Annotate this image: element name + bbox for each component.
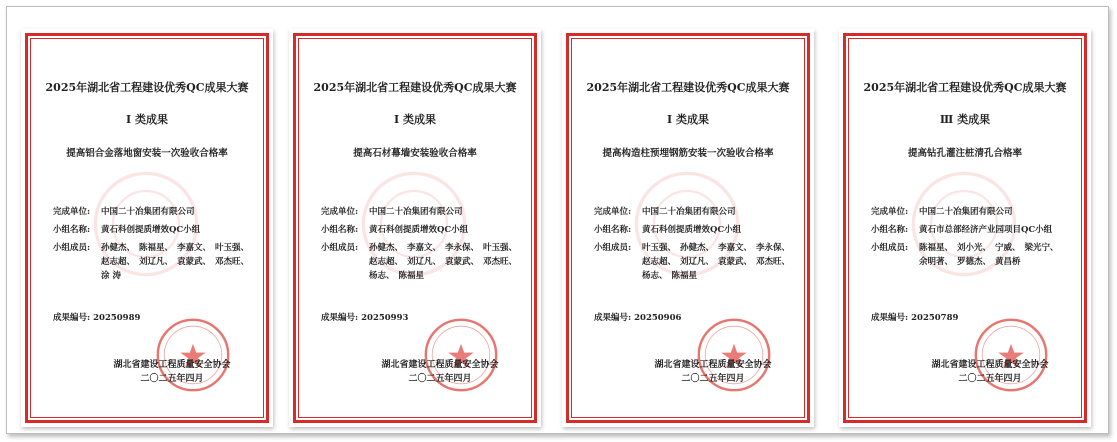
member-name: 邓杰旺、: [215, 257, 250, 267]
code-row: [53, 311, 140, 323]
members-row: [594, 241, 802, 283]
group-value: 黄石市总部经济产业园项目QC小组: [919, 225, 1053, 235]
member-name: 袁蒙武、: [177, 257, 212, 267]
category-label: Ⅰ 类成果: [667, 113, 709, 126]
unit-value: 中国二十冶集团有限公司: [101, 207, 195, 217]
code-label: 成果编号:: [53, 313, 91, 323]
issuer-name: 湖北省建设工程质量安全协会: [381, 360, 499, 370]
member-name: 陈福星、: [919, 243, 954, 253]
member-name: 李嘉文、: [407, 243, 442, 253]
unit-row: [321, 205, 463, 219]
member-name: 孙健杰、: [369, 243, 404, 253]
member-name: 陈福星、: [139, 243, 174, 253]
member-name: 袁蒙武、: [718, 257, 753, 267]
member-name: 邓杰旺、: [756, 257, 791, 267]
members-list: [369, 241, 529, 283]
member-name: 涂 涛: [101, 271, 121, 281]
issuer-name: 湖北省建设工程质量安全协会: [113, 360, 231, 370]
unit-row: [53, 205, 195, 219]
project-name: 提高钻孔灌注桩清孔合格率: [907, 148, 1022, 159]
group-row: [871, 223, 1052, 237]
certificate-2: [289, 29, 541, 427]
unit-row: [594, 205, 736, 219]
member-name: 赵志超、: [642, 257, 677, 267]
issuer-name: 湖北省建设工程质量安全协会: [654, 360, 772, 370]
project-name: 提高石材幕墙安装验收合格率: [353, 148, 477, 159]
member-name: 刘小光、: [957, 243, 992, 253]
member-name: 赵志超、: [369, 257, 404, 267]
members-label: 小组成员:: [871, 243, 909, 253]
member-name: 李永保、: [445, 243, 480, 253]
members-row: [321, 241, 529, 283]
issuer-name: 湖北省建设工程质量安全协会: [931, 360, 1049, 370]
certificate-4: [839, 29, 1091, 427]
issue-date: 二〇二五年四月: [408, 374, 472, 384]
member-name: 李永保、: [756, 243, 791, 253]
issue-date: 二〇二五年四月: [681, 374, 745, 384]
group-label: 小组名称:: [321, 225, 359, 235]
member-name: 赵志超、: [101, 257, 136, 267]
unit-value: 中国二十冶集团有限公司: [642, 207, 736, 217]
unit-label: 完成单位:: [321, 207, 359, 217]
issue-date: 二〇二五年四月: [958, 374, 1022, 384]
unit-label: 完成单位:: [594, 207, 632, 217]
issue-date: 二〇二五年四月: [140, 374, 204, 384]
certificate-1: [21, 29, 273, 427]
unit-label: 完成单位:: [871, 207, 909, 217]
member-name: 罗德杰、: [957, 257, 992, 267]
category-label: Ⅰ 类成果: [394, 113, 436, 126]
unit-label: 完成单位:: [53, 207, 91, 217]
member-name: 孙健杰、: [101, 243, 136, 253]
group-label: 小组名称:: [53, 225, 91, 235]
certificate-gallery: [6, 6, 1109, 434]
group-value: 黄石科创提质增效QC小组: [369, 225, 469, 235]
unit-value: 中国二十冶集团有限公司: [369, 207, 463, 217]
members-label: 小组成员:: [594, 243, 632, 253]
member-name: 袁蒙武、: [445, 257, 480, 267]
project-name: 提高构造柱预埋钢筋安装一次验收合格率: [602, 148, 774, 159]
category-label: Ⅰ 类成果: [126, 113, 168, 126]
unit-value: 中国二十冶集团有限公司: [919, 207, 1013, 217]
member-name: 李嘉文、: [718, 243, 753, 253]
certificate-title: 2025年湖北省工程建设优秀QC成果大赛: [313, 81, 517, 94]
members-list: [101, 241, 261, 283]
members-list: [642, 241, 802, 283]
group-value: 黄石科创提质增效QC小组: [101, 225, 201, 235]
members-label: 小组成员:: [53, 243, 91, 253]
member-name: 宁威、: [995, 243, 1021, 253]
category-label: Ⅲ 类成果: [939, 113, 991, 126]
member-name: 陈福星: [398, 271, 425, 281]
project-name: 提高铝合金落地窗安装一次验收合格率: [66, 148, 228, 159]
certificate-title: 2025年湖北省工程建设优秀QC成果大赛: [586, 81, 790, 94]
group-label: 小组名称:: [594, 225, 632, 235]
group-row: [53, 223, 200, 237]
member-name: 刘辽凡、: [139, 257, 174, 267]
group-row: [321, 223, 468, 237]
certificate-3: [562, 29, 814, 427]
members-label: 小组成员:: [321, 243, 359, 253]
member-name: 刘辽凡、: [407, 257, 442, 267]
member-name: 梁光宁、: [1024, 243, 1059, 253]
member-name: 陈福星: [671, 271, 698, 281]
code-row: [871, 311, 958, 323]
unit-row: [871, 205, 1013, 219]
certificate-title: 2025年湖北省工程建设优秀QC成果大赛: [863, 81, 1067, 94]
code-row: [594, 311, 681, 323]
group-value: 黄石科创提质增效QC小组: [642, 225, 742, 235]
members-list: [919, 241, 1079, 269]
member-name: 刘辽凡、: [680, 257, 715, 267]
certificate-title: 2025年湖北省工程建设优秀QC成果大赛: [45, 81, 249, 94]
member-name: 孙健杰、: [680, 243, 715, 253]
member-name: 叶玉强、: [215, 243, 250, 253]
code-value: 20250989: [93, 313, 141, 323]
member-name: 邓杰旺、: [483, 257, 518, 267]
members-row: [53, 241, 261, 283]
member-name: 杨志、: [369, 271, 395, 281]
member-name: 叶玉强、: [483, 243, 518, 253]
members-row: [871, 241, 1079, 269]
member-name: 李嘉文、: [177, 243, 212, 253]
code-value: 20250906: [634, 313, 682, 323]
code-label: 成果编号:: [321, 313, 359, 323]
code-value: 20250993: [361, 313, 409, 323]
code-label: 成果编号:: [594, 313, 632, 323]
member-name: 叶玉强、: [642, 243, 677, 253]
code-value: 20250789: [911, 313, 959, 323]
member-name: 余明著、: [919, 257, 954, 267]
code-row: [321, 311, 408, 323]
code-label: 成果编号:: [871, 313, 909, 323]
member-name: 杨志、: [642, 271, 668, 281]
group-label: 小组名称:: [871, 225, 909, 235]
group-row: [594, 223, 741, 237]
member-name: 黄昌桥: [995, 257, 1021, 267]
